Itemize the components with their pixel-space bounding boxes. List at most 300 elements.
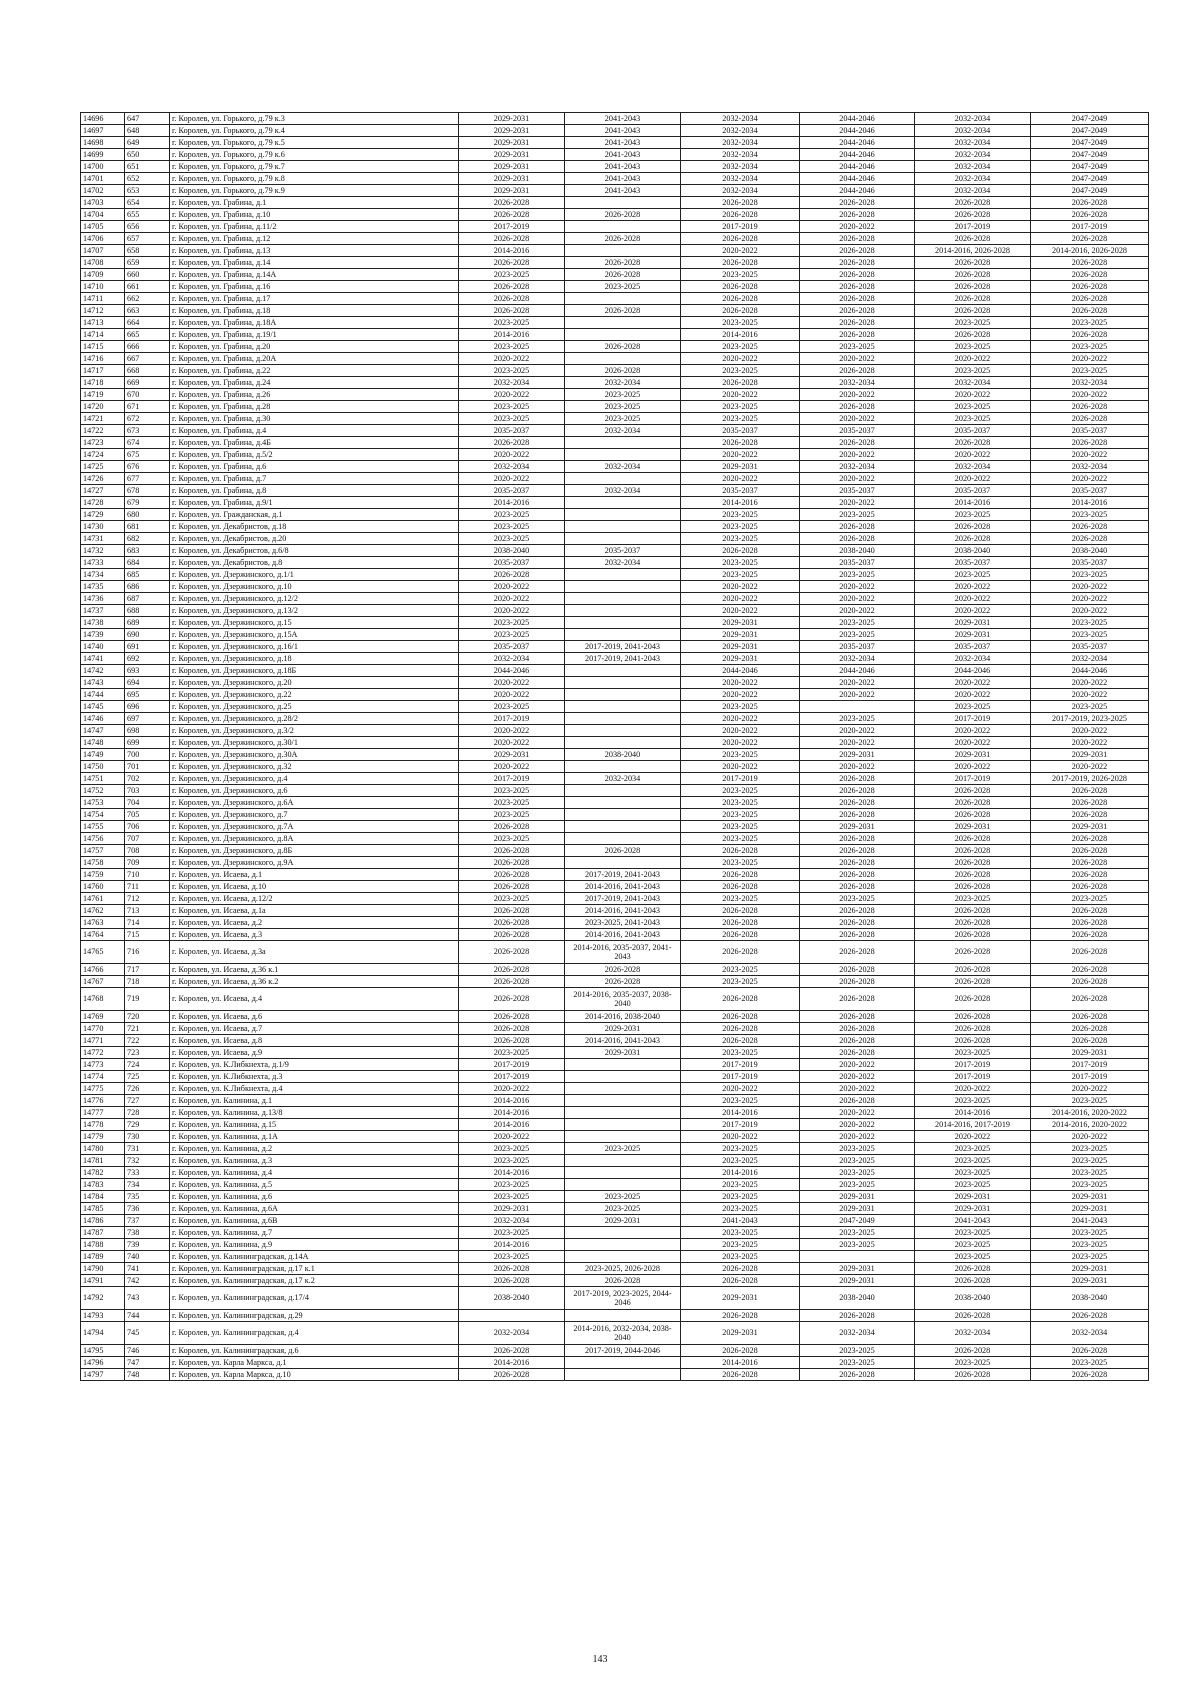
period-cell-1: 2014-2016: [459, 1119, 565, 1131]
table-row: [81, 233, 1149, 245]
period-cell-3: 2020-2022: [681, 737, 800, 749]
period-cell-5: 2026-2028: [915, 941, 1031, 964]
address-cell: г. Королев, ул. Калинина, д.5: [170, 1179, 459, 1191]
period-cell-2: 2014-2016, 2035-2037, 2041-2043: [565, 941, 681, 964]
row-id-cell: 14781: [81, 1155, 125, 1167]
period-cell-6: 2026-2028: [1031, 533, 1149, 545]
row-id-cell: 14749: [81, 749, 125, 761]
period-cell-4: 2026-2028: [800, 905, 915, 917]
address-cell: г. Королев, ул. Грабина, д.12: [170, 233, 459, 245]
period-cell-4: 2023-2025: [800, 341, 915, 353]
period-cell-4: 2020-2022: [800, 353, 915, 365]
period-cell-1: 2017-2019: [459, 1059, 565, 1071]
period-cell-3: 2023-2025: [681, 557, 800, 569]
period-cell-6: 2026-2028: [1031, 905, 1149, 917]
period-cell-3: 2026-2028: [681, 869, 800, 881]
period-cell-2: [565, 1119, 681, 1131]
period-cell-2: 2032-2034: [565, 425, 681, 437]
row-id-cell: 14729: [81, 509, 125, 521]
row-number-cell: 687: [125, 593, 170, 605]
period-cell-3: 2023-2025: [681, 857, 800, 869]
row-number-cell: 702: [125, 773, 170, 785]
row-id-cell: 14764: [81, 929, 125, 941]
table-row: [81, 677, 1149, 689]
row-id-cell: 14758: [81, 857, 125, 869]
period-cell-6: 2026-2028: [1031, 857, 1149, 869]
period-cell-3: 2026-2028: [681, 1035, 800, 1047]
period-cell-6: 2026-2028: [1031, 845, 1149, 857]
period-cell-2: [565, 317, 681, 329]
period-cell-1: 2026-2028: [459, 233, 565, 245]
period-cell-6: 2026-2028: [1031, 233, 1149, 245]
table-row: [81, 929, 1149, 941]
period-cell-5: 2020-2022: [915, 1131, 1031, 1143]
address-cell: г. Королев, ул. Горького, д.79 к.6: [170, 149, 459, 161]
address-cell: г. Королев, ул. Грабина, д.13: [170, 245, 459, 257]
period-cell-6: 2020-2022: [1031, 449, 1149, 461]
period-cell-3: 2023-2025: [681, 413, 800, 425]
period-cell-6: 2038-2040: [1031, 545, 1149, 557]
row-id-cell: 14739: [81, 629, 125, 641]
period-cell-1: 2026-2028: [459, 1345, 565, 1357]
period-cell-4: 2026-2028: [800, 976, 915, 988]
period-cell-4: 2044-2046: [800, 113, 915, 125]
period-cell-6: 2026-2028: [1031, 413, 1149, 425]
address-cell: г. Королев, ул. Грабина, д.5/2: [170, 449, 459, 461]
table-row: [81, 125, 1149, 137]
period-cell-4: 2044-2046: [800, 137, 915, 149]
period-cell-5: 2020-2022: [915, 473, 1031, 485]
address-cell: г. Королев, ул. Калинина, д.13/8: [170, 1107, 459, 1119]
table-row: [81, 305, 1149, 317]
row-number-cell: 673: [125, 425, 170, 437]
period-cell-6: 2026-2028: [1031, 257, 1149, 269]
table-row: [81, 521, 1149, 533]
period-cell-5: 2026-2028: [915, 281, 1031, 293]
period-cell-3: 2029-2031: [681, 1287, 800, 1310]
table-row: [81, 845, 1149, 857]
period-cell-3: 2026-2028: [681, 1345, 800, 1357]
period-cell-1: 2026-2028: [459, 976, 565, 988]
period-cell-4: 2026-2028: [800, 521, 915, 533]
period-cell-3: 2026-2028: [681, 197, 800, 209]
row-id-cell: 14761: [81, 893, 125, 905]
period-cell-1: 2026-2028: [459, 257, 565, 269]
period-cell-1: 2023-2025: [459, 701, 565, 713]
period-cell-6: 2029-2031: [1031, 1275, 1149, 1287]
row-number-cell: 726: [125, 1083, 170, 1095]
period-cell-4: 2026-2028: [800, 1310, 915, 1322]
row-id-cell: 14783: [81, 1179, 125, 1191]
period-cell-5: 2017-2019: [915, 1071, 1031, 1083]
row-number-cell: 678: [125, 485, 170, 497]
row-id-cell: 14782: [81, 1167, 125, 1179]
period-cell-6: 2032-2034: [1031, 1322, 1149, 1345]
table-row: [81, 1143, 1149, 1155]
period-cell-5: 2023-2025: [915, 569, 1031, 581]
row-id-cell: 14708: [81, 257, 125, 269]
period-cell-2: 2041-2043: [565, 185, 681, 197]
row-number-cell: 697: [125, 713, 170, 725]
period-cell-6: 2017-2019: [1031, 1059, 1149, 1071]
period-cell-4: 2020-2022: [800, 389, 915, 401]
period-cell-2: [565, 1251, 681, 1263]
period-cell-5: 2023-2025: [915, 1167, 1031, 1179]
address-cell: г. Королев, ул. Исаева, д.10: [170, 881, 459, 893]
period-cell-2: 2014-2016, 2041-2043: [565, 929, 681, 941]
address-cell: г. Королев, ул. Калининградская, д.17/4: [170, 1287, 459, 1310]
row-number-cell: 722: [125, 1035, 170, 1047]
period-cell-6: 2026-2028: [1031, 269, 1149, 281]
address-cell: г. Королев, ул. Дзержинского, д.15: [170, 617, 459, 629]
period-cell-3: 2023-2025: [681, 509, 800, 521]
period-cell-4: 2023-2025: [800, 1167, 915, 1179]
period-cell-2: 2023-2025: [565, 281, 681, 293]
period-cell-4: 2035-2037: [800, 557, 915, 569]
address-cell: г. Королев, ул. Дзержинского, д.9А: [170, 857, 459, 869]
period-cell-5: 2026-2028: [915, 917, 1031, 929]
period-cell-5: 2032-2034: [915, 137, 1031, 149]
period-cell-5: 2014-2016: [915, 497, 1031, 509]
row-number-cell: 724: [125, 1059, 170, 1071]
period-cell-3: 2017-2019: [681, 1071, 800, 1083]
period-cell-2: 2041-2043: [565, 113, 681, 125]
period-cell-5: 2020-2022: [915, 677, 1031, 689]
period-cell-1: 2014-2016: [459, 1357, 565, 1369]
address-cell: г. Королев, ул. Исаева, д.36 к.1: [170, 964, 459, 976]
period-cell-3: 2029-2031: [681, 461, 800, 473]
period-cell-3: 2026-2028: [681, 845, 800, 857]
period-cell-4: 2020-2022: [800, 413, 915, 425]
period-cell-5: 2020-2022: [915, 449, 1031, 461]
period-cell-6: 2020-2022: [1031, 605, 1149, 617]
table-row: [81, 749, 1149, 761]
row-number-cell: 668: [125, 365, 170, 377]
row-id-cell: 14745: [81, 701, 125, 713]
period-cell-4: 2026-2028: [800, 281, 915, 293]
row-id-cell: 14791: [81, 1275, 125, 1287]
row-id-cell: 14709: [81, 269, 125, 281]
period-cell-3: 2044-2046: [681, 665, 800, 677]
period-cell-3: 2014-2016: [681, 1107, 800, 1119]
address-cell: г. Королев, ул. Исаева, д.2: [170, 917, 459, 929]
period-cell-4: 2044-2046: [800, 173, 915, 185]
table-row: [81, 137, 1149, 149]
period-cell-4: 2023-2025: [800, 1227, 915, 1239]
period-cell-1: 2032-2034: [459, 377, 565, 389]
period-cell-6: 2023-2025: [1031, 1179, 1149, 1191]
row-number-cell: 747: [125, 1357, 170, 1369]
period-cell-6: 2026-2028: [1031, 797, 1149, 809]
row-id-cell: 14790: [81, 1263, 125, 1275]
period-cell-5: 2026-2028: [915, 905, 1031, 917]
table-row: [81, 797, 1149, 809]
period-cell-3: 2032-2034: [681, 185, 800, 197]
period-cell-6: 2026-2028: [1031, 1011, 1149, 1023]
period-cell-5: 2029-2031: [915, 749, 1031, 761]
period-cell-1: 2026-2028: [459, 905, 565, 917]
row-number-cell: 701: [125, 761, 170, 773]
table-row: [81, 1119, 1149, 1131]
address-cell: г. Королев, ул. Грабина, д.4Б: [170, 437, 459, 449]
period-cell-5: 2029-2031: [915, 821, 1031, 833]
period-cell-6: 2044-2046: [1031, 665, 1149, 677]
period-cell-1: 2014-2016: [459, 497, 565, 509]
period-cell-6: 2035-2037: [1031, 425, 1149, 437]
table-row: [81, 1191, 1149, 1203]
period-cell-2: 2023-2025: [565, 1143, 681, 1155]
address-cell: г. Королев, ул. Дзержинского, д.18Б: [170, 665, 459, 677]
table-row: [81, 905, 1149, 917]
period-cell-1: 2023-2025: [459, 1251, 565, 1263]
period-cell-6: 2020-2022: [1031, 353, 1149, 365]
table-row: [81, 185, 1149, 197]
row-id-cell: 14730: [81, 521, 125, 533]
period-cell-1: 2032-2034: [459, 1215, 565, 1227]
row-number-cell: 649: [125, 137, 170, 149]
period-cell-1: 2026-2028: [459, 857, 565, 869]
period-cell-5: 2023-2025: [915, 365, 1031, 377]
row-id-cell: 14751: [81, 773, 125, 785]
period-cell-6: 2023-2025: [1031, 317, 1149, 329]
period-cell-5: 2032-2034: [915, 461, 1031, 473]
row-id-cell: 14771: [81, 1035, 125, 1047]
period-cell-2: 2026-2028: [565, 976, 681, 988]
period-cell-2: 2026-2028: [565, 233, 681, 245]
row-id-cell: 14775: [81, 1083, 125, 1095]
table-row: [81, 1071, 1149, 1083]
period-cell-6: 2038-2040: [1031, 1287, 1149, 1310]
row-id-cell: 14704: [81, 209, 125, 221]
period-cell-3: 2020-2022: [681, 1083, 800, 1095]
address-cell: г. Королев, ул. Дзержинского, д.12/2: [170, 593, 459, 605]
row-number-cell: 675: [125, 449, 170, 461]
period-cell-5: 2026-2028: [915, 1275, 1031, 1287]
table-row: [81, 1131, 1149, 1143]
period-cell-1: 2023-2025: [459, 1227, 565, 1239]
row-id-cell: 14752: [81, 785, 125, 797]
address-cell: г. Королев, ул. Исаева, д.7: [170, 1023, 459, 1035]
row-number-cell: 683: [125, 545, 170, 557]
period-cell-1: 2020-2022: [459, 1083, 565, 1095]
period-cell-4: 2026-2028: [800, 809, 915, 821]
table-row: [81, 1011, 1149, 1023]
address-cell: г. Королев, ул. К.Либкнехта, д.3: [170, 1071, 459, 1083]
period-cell-2: 2026-2028: [565, 365, 681, 377]
address-cell: г. Королев, ул. Горького, д.79 к.3: [170, 113, 459, 125]
period-cell-2: [565, 629, 681, 641]
period-cell-6: 2026-2028: [1031, 917, 1149, 929]
period-cell-4: 2026-2028: [800, 881, 915, 893]
table-body: [81, 113, 1149, 1381]
address-cell: г. Королев, ул. Грабина, д.10: [170, 209, 459, 221]
period-cell-1: 2023-2025: [459, 809, 565, 821]
period-cell-6: 2029-2031: [1031, 1047, 1149, 1059]
period-cell-6: 2047-2049: [1031, 173, 1149, 185]
table-row: [81, 893, 1149, 905]
period-cell-3: 2026-2028: [681, 1011, 800, 1023]
period-cell-6: 2029-2031: [1031, 821, 1149, 833]
period-cell-1: 2023-2025: [459, 401, 565, 413]
address-cell: г. Королев, ул. Исаева, д.3а: [170, 941, 459, 964]
row-id-cell: 14697: [81, 125, 125, 137]
period-cell-2: [565, 809, 681, 821]
table-row: [81, 689, 1149, 701]
period-cell-1: 2023-2025: [459, 617, 565, 629]
table-row: [81, 1107, 1149, 1119]
address-cell: г. Королев, ул. Карла Маркса, д.10: [170, 1369, 459, 1381]
period-cell-6: 2020-2022: [1031, 473, 1149, 485]
period-cell-4: 2023-2025: [800, 569, 915, 581]
period-cell-5: 2032-2034: [915, 161, 1031, 173]
row-number-cell: 730: [125, 1131, 170, 1143]
period-cell-2: 2014-2016, 2041-2043: [565, 905, 681, 917]
period-cell-4: 2026-2028: [800, 233, 915, 245]
period-cell-1: 2026-2028: [459, 1011, 565, 1023]
period-cell-5: 2026-2028: [915, 1035, 1031, 1047]
row-number-cell: 723: [125, 1047, 170, 1059]
period-cell-6: 2023-2025: [1031, 569, 1149, 581]
address-cell: г. Королев, ул. Калинина, д.3: [170, 1155, 459, 1167]
period-cell-5: 2023-2025: [915, 341, 1031, 353]
period-cell-1: 2026-2028: [459, 941, 565, 964]
table-row: [81, 629, 1149, 641]
period-cell-2: 2032-2034: [565, 485, 681, 497]
period-cell-5: 2026-2028: [915, 521, 1031, 533]
row-id-cell: 14738: [81, 617, 125, 629]
address-cell: г. Королев, ул. Дзержинского, д.3/2: [170, 725, 459, 737]
address-cell: г. Королев, ул. Дзержинского, д.32: [170, 761, 459, 773]
period-cell-4: 2026-2028: [800, 293, 915, 305]
period-cell-1: 2029-2031: [459, 173, 565, 185]
period-cell-4: 2029-2031: [800, 1263, 915, 1275]
period-cell-3: 2026-2028: [681, 293, 800, 305]
period-cell-5: 2023-2025: [915, 1357, 1031, 1369]
row-id-cell: 14756: [81, 833, 125, 845]
table-row: [81, 449, 1149, 461]
period-cell-2: 2023-2025: [565, 413, 681, 425]
period-cell-6: 2020-2022: [1031, 761, 1149, 773]
period-cell-4: 2026-2028: [800, 269, 915, 281]
row-id-cell: 14715: [81, 341, 125, 353]
row-number-cell: 691: [125, 641, 170, 653]
row-number-cell: 714: [125, 917, 170, 929]
row-id-cell: 14702: [81, 185, 125, 197]
period-cell-4: 2026-2028: [800, 197, 915, 209]
period-cell-4: 2026-2028: [800, 773, 915, 785]
period-cell-1: 2029-2031: [459, 149, 565, 161]
row-number-cell: 659: [125, 257, 170, 269]
period-cell-2: 2023-2025, 2026-2028: [565, 1263, 681, 1275]
row-number-cell: 729: [125, 1119, 170, 1131]
address-cell: г. Королев, ул. Исаева, д.12/2: [170, 893, 459, 905]
period-cell-3: 2026-2028: [681, 377, 800, 389]
period-cell-4: 2026-2028: [800, 845, 915, 857]
period-cell-4: 2026-2028: [800, 833, 915, 845]
table-row: [81, 1167, 1149, 1179]
address-cell: г. Королев, ул. Калининградская, д.6: [170, 1345, 459, 1357]
period-cell-2: 2029-2031: [565, 1215, 681, 1227]
period-cell-6: 2047-2049: [1031, 113, 1149, 125]
address-cell: г. Королев, ул. Грабина, д.14: [170, 257, 459, 269]
row-id-cell: 14763: [81, 917, 125, 929]
period-cell-5: 2014-2016, 2017-2019: [915, 1119, 1031, 1131]
period-cell-1: 2020-2022: [459, 605, 565, 617]
period-cell-2: [565, 701, 681, 713]
row-id-cell: 14726: [81, 473, 125, 485]
row-id-cell: 14721: [81, 413, 125, 425]
table-row: [81, 1310, 1149, 1322]
table-row: [81, 1215, 1149, 1227]
row-id-cell: 14727: [81, 485, 125, 497]
period-cell-4: 2044-2046: [800, 125, 915, 137]
period-cell-1: 2026-2028: [459, 869, 565, 881]
row-id-cell: 14777: [81, 1107, 125, 1119]
period-cell-6: 2026-2028: [1031, 209, 1149, 221]
row-id-cell: 14748: [81, 737, 125, 749]
period-cell-3: 2023-2025: [681, 701, 800, 713]
period-cell-3: 2023-2025: [681, 809, 800, 821]
period-cell-1: 2026-2028: [459, 1275, 565, 1287]
period-cell-4: 2032-2034: [800, 377, 915, 389]
table-row: [81, 509, 1149, 521]
period-cell-5: 2023-2025: [915, 1251, 1031, 1263]
period-cell-1: 2023-2025: [459, 1179, 565, 1191]
period-cell-6: 2023-2025: [1031, 365, 1149, 377]
row-id-cell: 14757: [81, 845, 125, 857]
row-number-cell: 681: [125, 521, 170, 533]
period-cell-6: 2014-2016, 2026-2028: [1031, 245, 1149, 257]
row-id-cell: 14765: [81, 941, 125, 964]
period-cell-2: 2014-2016, 2035-2037, 2038-2040: [565, 988, 681, 1011]
row-number-cell: 732: [125, 1155, 170, 1167]
period-cell-5: 2026-2028: [915, 964, 1031, 976]
period-cell-1: 2029-2031: [459, 113, 565, 125]
address-cell: г. Королев, ул. Горького, д.79 к.9: [170, 185, 459, 197]
table-row: [81, 389, 1149, 401]
table-row: [81, 257, 1149, 269]
row-number-cell: 665: [125, 329, 170, 341]
period-cell-1: 2026-2028: [459, 988, 565, 1011]
period-cell-5: 2026-2028: [915, 869, 1031, 881]
row-number-cell: 744: [125, 1310, 170, 1322]
period-cell-3: 2026-2028: [681, 929, 800, 941]
period-cell-2: 2014-2016, 2041-2043: [565, 881, 681, 893]
period-cell-2: [565, 1167, 681, 1179]
period-cell-1: 2029-2031: [459, 1203, 565, 1215]
row-number-cell: 656: [125, 221, 170, 233]
table-row: [81, 737, 1149, 749]
period-cell-4: 2026-2028: [800, 209, 915, 221]
table-row: [81, 1155, 1149, 1167]
period-cell-2: 2023-2025: [565, 1203, 681, 1215]
period-cell-4: 2023-2025: [800, 1155, 915, 1167]
period-cell-6: 2023-2025: [1031, 341, 1149, 353]
row-id-cell: 14772: [81, 1047, 125, 1059]
period-cell-6: 2026-2028: [1031, 833, 1149, 845]
period-cell-2: [565, 1083, 681, 1095]
period-cell-2: [565, 581, 681, 593]
period-cell-2: [565, 797, 681, 809]
period-cell-3: 2032-2034: [681, 113, 800, 125]
period-cell-4: 2026-2028: [800, 964, 915, 976]
period-cell-6: 2023-2025: [1031, 1239, 1149, 1251]
period-cell-3: 2026-2028: [681, 281, 800, 293]
period-cell-6: 2023-2025: [1031, 629, 1149, 641]
period-cell-3: 2023-2025: [681, 365, 800, 377]
period-cell-2: 2023-2025: [565, 1191, 681, 1203]
address-cell: г. Королев, ул. Горького, д.79 к.5: [170, 137, 459, 149]
